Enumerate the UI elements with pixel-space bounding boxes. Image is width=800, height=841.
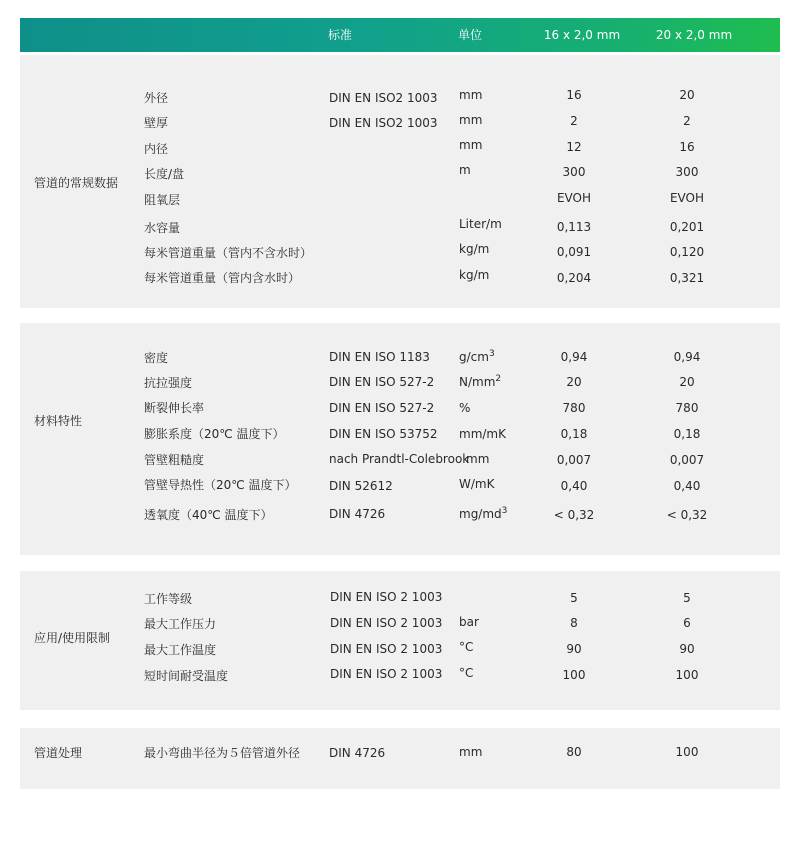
- row-standard: DIN 4726: [329, 746, 386, 760]
- row-standard: DIN 52612: [329, 479, 393, 493]
- section-category: 应用/使用限制: [34, 631, 111, 645]
- row-value-16: 780: [562, 401, 586, 415]
- row-standard: nach Prandtl-Colebrook: [329, 452, 470, 466]
- row-value-20: 100: [675, 745, 699, 759]
- row-name: 密度: [144, 351, 169, 365]
- row-unit: $g/cm^3$: [459, 349, 495, 364]
- row-value-20: 20: [679, 88, 695, 102]
- row-value-16: < 0,32: [553, 508, 595, 522]
- row-value-16: 2: [570, 114, 578, 128]
- row-name: 膨胀系度（20℃ 温度下）: [144, 427, 285, 441]
- row-unit: mm: [459, 88, 483, 102]
- row-value-16: 5: [570, 591, 578, 605]
- row-value-16: 90: [566, 642, 582, 656]
- header-size-20: 20 x 2,0 mm: [655, 28, 733, 42]
- row-name: 管壁导热性（20℃ 温度下）: [144, 478, 297, 492]
- row-unit: mm: [466, 452, 490, 466]
- row-value-20: 0,94: [673, 350, 701, 364]
- header-unit: 单位: [458, 28, 483, 42]
- row-value-20: 0,120: [669, 245, 705, 259]
- row-value-20: 0,201: [669, 220, 705, 234]
- header-size-16: 16 x 2,0 mm: [543, 28, 621, 42]
- row-standard: DIN 4726: [329, 507, 386, 521]
- row-unit: kg/m: [459, 242, 490, 256]
- row-unit: mm/mK: [459, 427, 506, 441]
- row-value-20: 16: [679, 140, 695, 154]
- row-standard: DIN EN ISO 527-2: [329, 401, 435, 415]
- row-standard: DIN EN ISO 2 1003: [330, 642, 443, 656]
- row-name: 每米管道重量（管内不含水时）: [144, 246, 313, 260]
- row-value-16: 0,18: [560, 427, 588, 441]
- row-value-16: 0,204: [556, 271, 592, 285]
- row-name: 阻氧层: [144, 193, 181, 207]
- row-unit: Liter/m: [459, 217, 502, 231]
- row-name: 水容量: [144, 221, 181, 235]
- row-standard: DIN EN ISO 2 1003: [330, 616, 443, 630]
- row-standard: DIN EN ISO2 1003: [329, 116, 438, 130]
- row-standard: DIN EN ISO 2 1003: [330, 667, 443, 681]
- row-name: 最大工作压力: [144, 617, 217, 631]
- row-unit: °C: [459, 640, 474, 654]
- row-value-20: 0,321: [669, 271, 705, 285]
- row-unit: W/mK: [459, 477, 495, 491]
- row-name: 长度/盘: [144, 167, 185, 181]
- row-value-16: 0,94: [560, 350, 588, 364]
- row-standard: DIN EN ISO 527-2: [329, 375, 435, 389]
- row-value-16: 16: [566, 88, 582, 102]
- row-unit: $N/mm^2$: [459, 374, 502, 389]
- row-standard: DIN EN ISO 1183: [329, 350, 430, 364]
- row-name: 最小弯曲半径为５倍管道外径: [144, 746, 301, 760]
- row-value-20: 0,18: [673, 427, 701, 441]
- row-value-16: EVOH: [556, 191, 592, 205]
- row-name: 工作等级: [144, 592, 193, 606]
- row-standard: DIN EN ISO 53752: [329, 427, 438, 441]
- row-unit: m: [459, 163, 471, 177]
- row-value-16: 0,091: [556, 245, 592, 259]
- section-general-data: [20, 55, 780, 308]
- row-name: 抗拉强度: [144, 376, 193, 390]
- table-header: [20, 18, 780, 52]
- row-unit: mm: [459, 745, 483, 759]
- row-unit: mm: [459, 138, 483, 152]
- header-standard: 标准: [328, 28, 353, 42]
- row-value-16: 80: [566, 745, 582, 759]
- row-value-20: 0,40: [673, 479, 701, 493]
- row-name: 管壁粗糙度: [144, 453, 205, 467]
- row-name: 每米管道重量（管内含水时）: [144, 271, 301, 285]
- section-application-limits: [20, 571, 780, 710]
- row-value-20: < 0,32: [666, 508, 708, 522]
- row-value-20: 300: [675, 165, 699, 179]
- section-category: 材料特性: [34, 414, 83, 428]
- row-value-20: 2: [683, 114, 691, 128]
- row-standard: DIN EN ISO2 1003: [329, 91, 438, 105]
- row-name: 最大工作温度: [144, 643, 217, 657]
- row-value-16: 8: [570, 616, 578, 630]
- section-category: 管道处理: [34, 746, 83, 760]
- row-value-16: 20: [566, 375, 582, 389]
- row-name: 外径: [144, 91, 169, 105]
- row-value-16: 300: [562, 165, 586, 179]
- row-name: 短时间耐受温度: [144, 669, 229, 683]
- row-value-20: 5: [683, 591, 691, 605]
- row-value-20: 0,007: [669, 453, 705, 467]
- row-value-20: 90: [679, 642, 695, 656]
- row-value-20: 100: [675, 668, 699, 682]
- section-category: 管道的常规数据: [34, 176, 119, 190]
- row-name: 壁厚: [144, 116, 169, 130]
- row-value-16: 0,113: [556, 220, 592, 234]
- row-unit: °C: [459, 666, 474, 680]
- row-name: 透氧度（40℃ 温度下）: [144, 508, 273, 522]
- row-name: 断裂伸长率: [144, 401, 205, 415]
- row-unit: %: [459, 401, 471, 415]
- row-standard: DIN EN ISO 2 1003: [330, 590, 443, 604]
- row-unit: $mg/md^3$: [459, 506, 508, 521]
- row-name: 内径: [144, 142, 169, 156]
- row-value-16: 12: [566, 140, 582, 154]
- section-pipe-handling: [20, 728, 780, 789]
- row-unit: mm: [459, 113, 483, 127]
- row-value-16: 0,007: [556, 453, 592, 467]
- row-value-20: 20: [679, 375, 695, 389]
- row-value-20: EVOH: [669, 191, 705, 205]
- row-unit: bar: [459, 615, 479, 629]
- row-value-16: 0,40: [560, 479, 588, 493]
- section-material-properties: [20, 323, 780, 555]
- row-value-16: 100: [562, 668, 586, 682]
- row-value-20: 6: [683, 616, 691, 630]
- row-value-20: 780: [675, 401, 699, 415]
- row-unit: kg/m: [459, 268, 490, 282]
